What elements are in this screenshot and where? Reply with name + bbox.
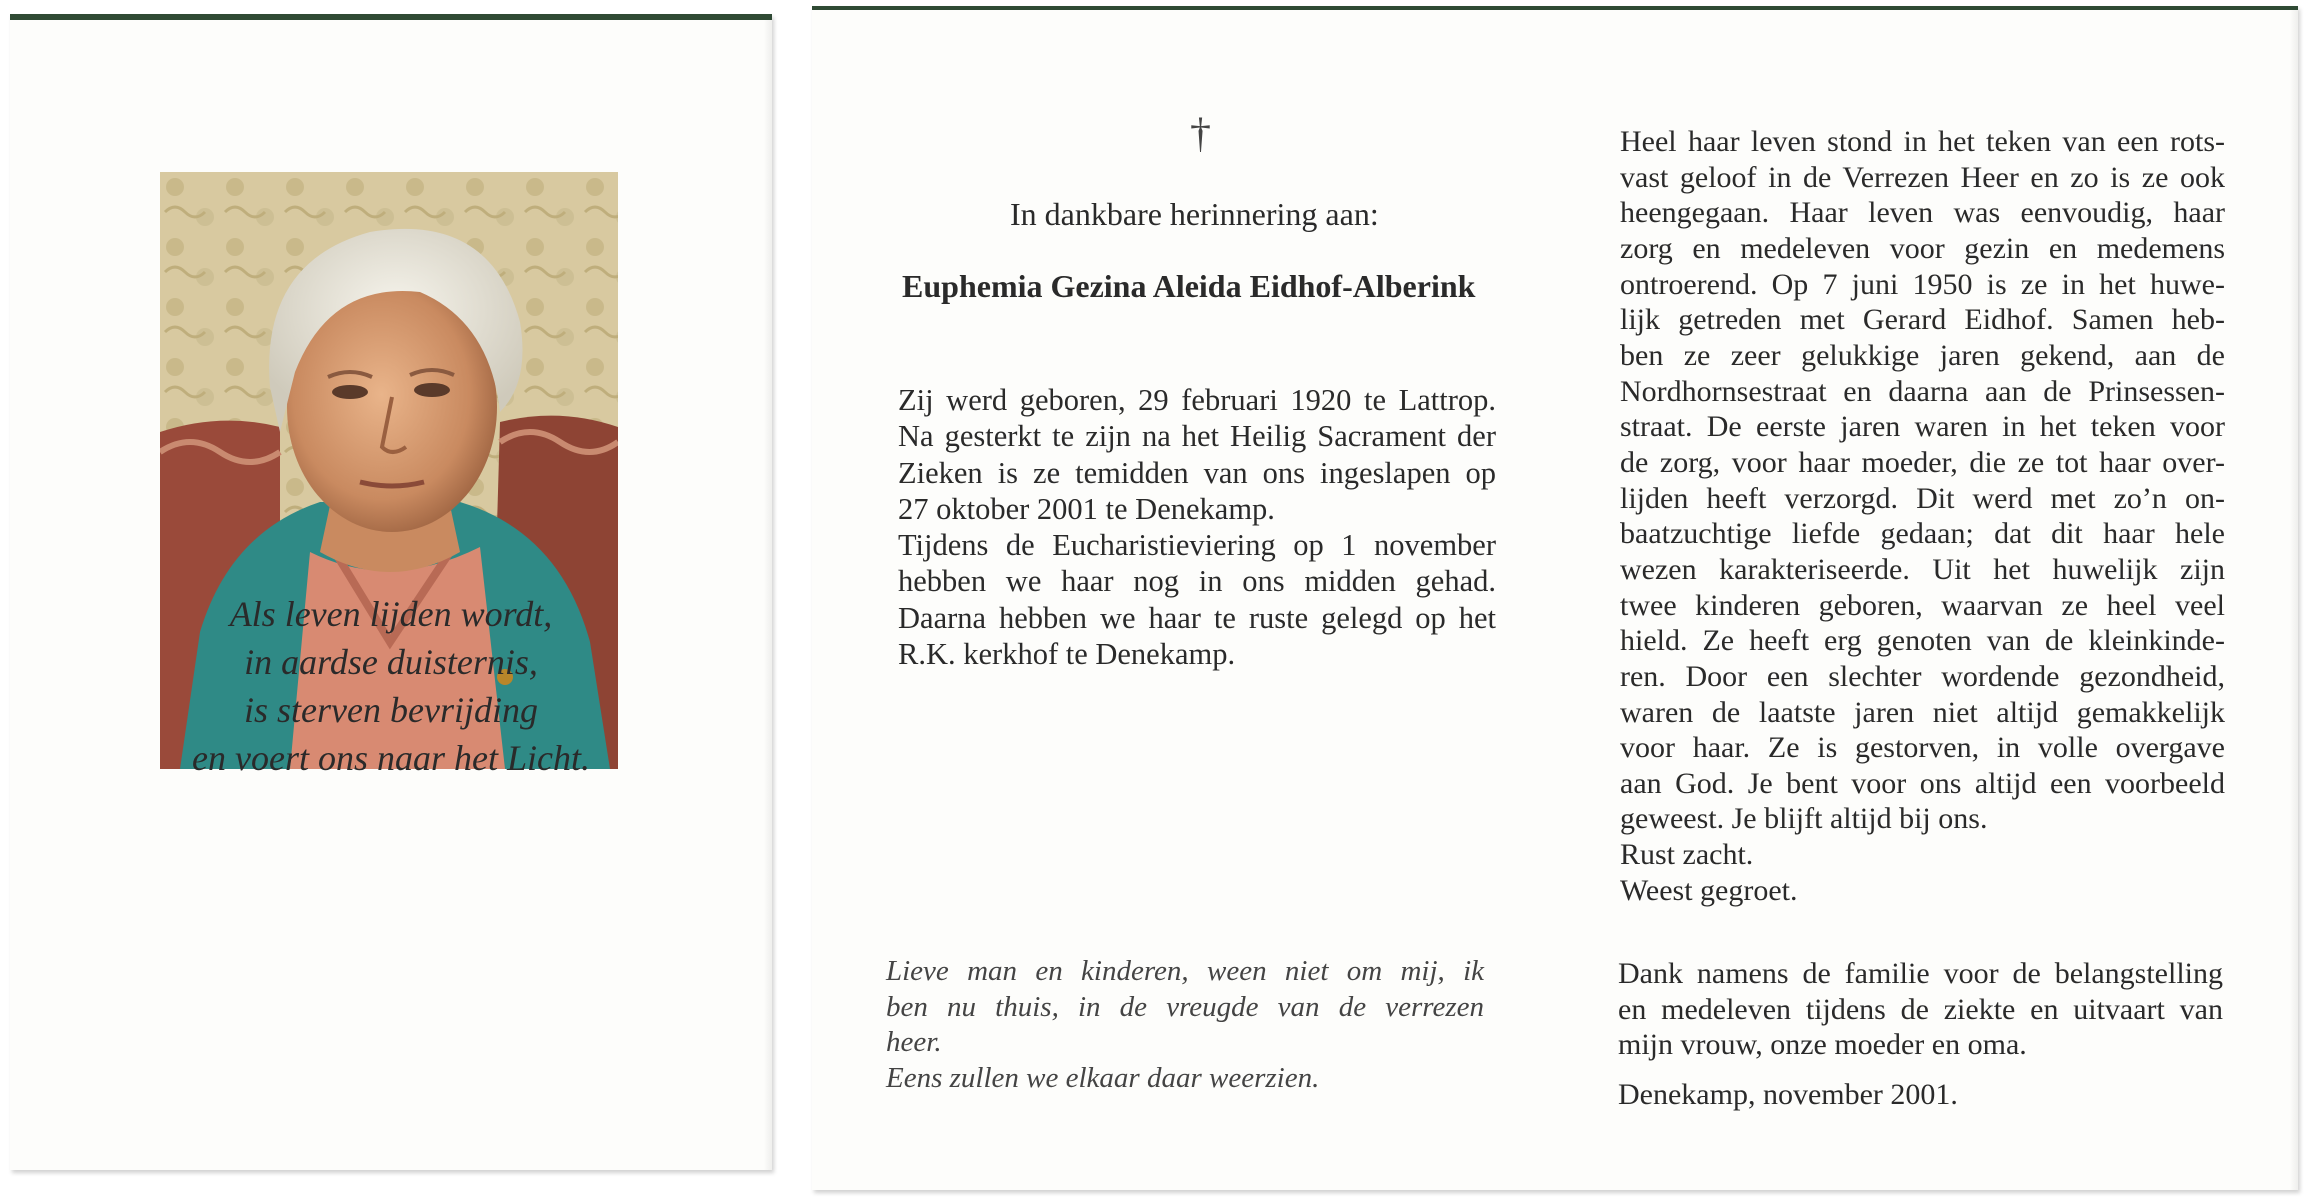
life-line: heengegaan. Haar leven was eenvoudig, haar: [1620, 196, 2225, 230]
verse-line: Lieve man en kinderen, ween niet om mij, ik: [886, 955, 1484, 987]
life-line: lijden heeft verzorgd. Dit werd met zo’n on-: [1620, 481, 2225, 515]
bio-line: Daarna hebben we haar te ruste gelegd op het: [898, 600, 1496, 635]
verse-line: Eens zullen we elkaar daar weerzien.: [886, 1061, 1320, 1094]
farewell-verse: [886, 954, 1484, 1096]
bio-line: hebben we haar nog in ons midden gehad.: [898, 564, 1496, 599]
life-line: ontroerend. Op 7 juni 1950 is ze in het huwe-: [1620, 267, 2225, 301]
life-line: ben ze zeer gelukkige jaren gekend, aan de: [1620, 338, 2225, 372]
life-line: vast geloof in de Verrezen Heer en zo is ze ook: [1620, 160, 2225, 194]
life-line: Nordhornsestraat en daarna aan de Prinsessen-: [1620, 374, 2225, 408]
bio-line: Zieken is ze temidden van ons ingeslapen op: [898, 455, 1496, 490]
life-line: baatzuchtige liefde gedaan; dat dit haar hele: [1620, 517, 2225, 551]
life-line: lijk getreden met Gerard Eidhof. Samen heb-: [1620, 303, 2225, 337]
life-line: wezen karakteriseerde. Uit het huwelijk zijn: [1620, 552, 2225, 586]
memorial-card-front: [10, 14, 772, 1170]
life-line: Weest gegroet.: [1620, 873, 1798, 907]
verse-line: ben nu thuis, in de vreugde van de verrezen: [886, 990, 1484, 1023]
life-line: straat. De eerste jaren waren in het teken voor: [1620, 410, 2225, 444]
biography-text: [898, 382, 1496, 672]
thanks-line: en medeleven tijdens de ziekte en uitvaart van: [1618, 992, 2223, 1026]
life-line: zorg en medeleven voor gezin en medemens: [1620, 231, 2225, 265]
bio-line: R.K. kerkhof te Denekamp.: [898, 637, 1236, 672]
life-line: voor haar. Ze is gestorven, in volle overgave: [1620, 731, 2225, 765]
thanks-line: mijn vrouw, onze moeder en oma.: [1618, 1028, 2027, 1062]
life-line: aan God. Je bent voor ons altijd een voorbeeld: [1620, 766, 2225, 800]
bio-line: Tijdens de Eucharistieviering op 1 november: [898, 528, 1496, 563]
life-story-text: [1620, 124, 2225, 908]
card-edge-shade: [2290, 10, 2298, 1190]
poem-line: in aardse duisternis,: [244, 642, 538, 682]
poem: [10, 590, 772, 782]
life-line: geweest. Je blijft altijd bij ons.: [1620, 802, 1988, 836]
place-date: Denekamp, november 2001.: [1618, 1078, 1958, 1111]
life-line: ren. Door een slechter wordende gezondheid,: [1620, 659, 2225, 693]
life-line: de zorg, voor haar moeder, die ze tot haar over-: [1620, 445, 2225, 479]
life-line: waren de laatste jaren niet altijd gemakkelijk: [1620, 695, 2225, 729]
deceased-name: Euphemia Gezina Aleida Eidhof-Alberink: [902, 268, 1476, 304]
life-line: Heel haar leven stond in het teken van een rots-: [1620, 125, 2225, 158]
poem-line: is sterven bevrijding: [244, 690, 538, 730]
bio-line: 27 oktober 2001 te Denekamp.: [898, 491, 1275, 526]
thanks-text: [1618, 956, 2223, 1063]
bio-line: Zij werd geboren, 29 februari 1920 te Lattrop.: [898, 383, 1496, 417]
thanks-line: Dank namens de familie voor de belangstelling: [1618, 957, 2223, 990]
verse-line: heer.: [886, 1026, 942, 1058]
poem-line: en voert ons naar het Licht.: [192, 738, 590, 778]
poem-line: Als leven lijden wordt,: [229, 594, 553, 634]
life-line: hield. Ze heeft erg genoten van de kleinkinde-: [1620, 624, 2225, 658]
life-line: twee kinderen geboren, waarvan ze heel veel: [1620, 588, 2225, 622]
life-line: Rust zacht.: [1620, 838, 1754, 872]
cross-icon: †: [1190, 111, 1211, 157]
bio-line: Na gesterkt te zijn na het Heilig Sacrament der: [898, 419, 1496, 454]
intro-heading: In dankbare herinnering aan:: [1010, 196, 1379, 232]
